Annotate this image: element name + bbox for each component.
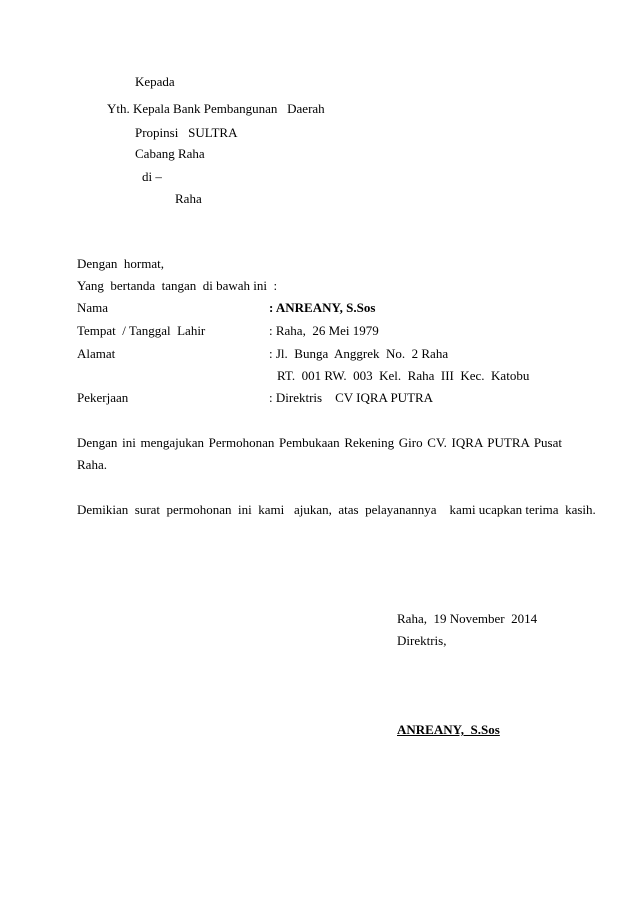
field-label-alamat: Alamat [77, 346, 116, 361]
field-value-alamat: : Jl. Bunga Anggrek No. 2 Raha [269, 346, 449, 361]
signer-name: ANREANY, S.Sos [397, 722, 500, 737]
recipient-line3: Cabang Raha [135, 146, 205, 161]
closing-place-date: Raha, 19 November 2014 [397, 611, 538, 626]
field-value-pekerjaan: : Direktris CV IQRA PUTRA [269, 390, 434, 405]
body-paragraph-1-line1: Dengan ini mengajukan Permohonan Pembukaan Rekening Giro CV. IQRA PUTRA Pusat [77, 435, 562, 450]
field-label-ttl: Tempat / Tanggal Lahir [77, 323, 206, 338]
field-label-nama: Nama [77, 300, 109, 315]
field-value-alamat-2: RT. 001 RW. 003 Kel. Raha III Kec. Katobu [277, 368, 530, 383]
field-value-nama: : ANREANY, S.Sos [269, 300, 376, 315]
recipient-line2: Propinsi SULTRA [135, 125, 238, 140]
field-label-pekerjaan: Pekerjaan [77, 390, 129, 405]
recipient-line1: Yth. Kepala Bank Pembangunan Daerah [107, 101, 325, 116]
body-paragraph-2: Demikian surat permohonan ini kami ajukan, atas pelayanannya kami ucapkan terima kasih. [77, 502, 596, 517]
field-value-ttl: : Raha, 26 Mei 1979 [269, 323, 379, 338]
greeting: Dengan hormat, [77, 256, 165, 271]
recipient-line4: di – [142, 169, 162, 184]
intro-line: Yang bertanda tangan di bawah ini : [77, 278, 278, 293]
recipient-line5: Raha [175, 191, 202, 206]
recipient-kepada: Kepada [135, 74, 175, 89]
body-paragraph-1-line2: Raha. [77, 457, 107, 472]
closing-title: Direktris, [397, 633, 447, 648]
